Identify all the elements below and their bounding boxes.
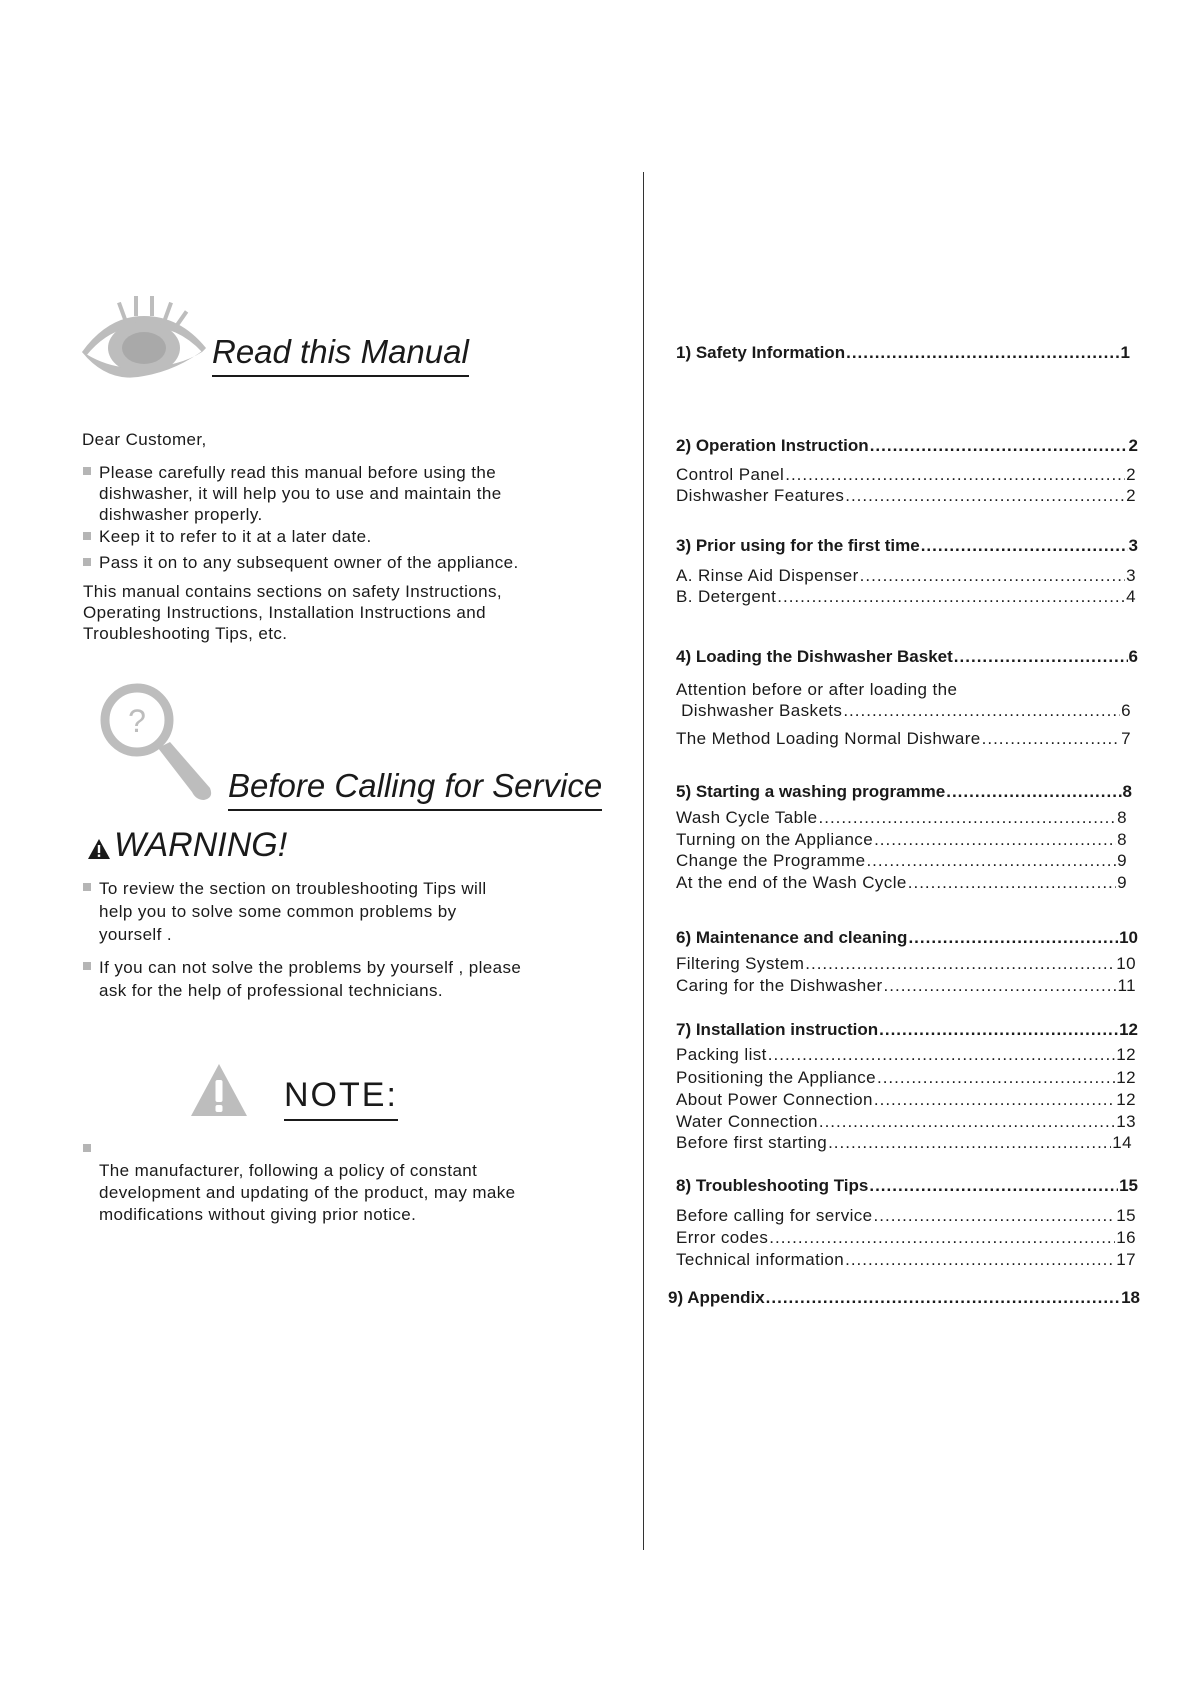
toc-leader [877,1068,1115,1088]
toc-section-title: 8) Troubleshooting Tips [676,1176,869,1195]
toc-page: 3 [1126,566,1136,585]
bullet-marker [83,558,91,566]
bullet-marker [83,1144,91,1152]
toc-item[interactable] [676,701,1131,721]
read-manual-title: Read this Manual [212,333,469,377]
toc-page: 11 [1117,976,1136,995]
eye-icon [78,296,208,378]
toc-item-title: Before calling for service [676,1206,873,1225]
toc-leader [870,436,1128,456]
toc-leader [769,1228,1115,1248]
toc-section-title: 1) Safety Information [676,343,846,362]
toc-section-7[interactable] [676,1020,1138,1040]
toc-item-title: Change the Programme [676,851,866,870]
toc-page: 17 [1116,1250,1136,1269]
toc-item-title: Dishwasher Baskets [676,701,843,720]
bullet-marker [83,962,91,970]
toc-page: 10 [1119,928,1138,947]
note-text: The manufacturer, following a policy of constant development and updating of the product, may make modifications without giving prior notice. [99,1161,516,1224]
toc-item[interactable] [676,1250,1136,1270]
toc-page: 7 [1121,729,1131,748]
toc-item[interactable] [676,954,1136,974]
toc-item-title: Dishwasher Features [676,486,845,505]
toc-page: 12 [1116,1090,1136,1109]
toc-item-title: Control Panel [676,465,785,484]
toc-page: 9 [1117,873,1127,892]
toc-item[interactable] [676,486,1136,506]
svg-text:?: ? [128,703,146,739]
service-bullet-1: To review the section on troubleshooting Tips will help you to solve some common problems by yourself . [99,879,487,944]
toc-leader [860,566,1125,586]
bullet-marker [83,467,91,475]
toc-page: 18 [1121,1288,1140,1307]
toc-item-title: B. Detergent [676,587,777,606]
toc-item[interactable] [676,729,1131,749]
toc-item-title: Filtering System [676,954,805,973]
toc-item-title: Error codes [676,1228,769,1247]
toc-page: 15 [1116,1206,1136,1225]
toc-item[interactable] [676,587,1136,607]
toc-leader [819,1112,1115,1132]
toc-leader [946,782,1121,802]
toc-section-9[interactable] [668,1288,1140,1308]
toc-page: 9 [1117,851,1127,870]
toc-page: 2 [1128,436,1138,455]
toc-leader [805,954,1115,974]
toc-leader [874,1206,1116,1226]
toc-item[interactable] [676,465,1136,485]
toc-page: 15 [1119,1176,1138,1195]
toc-section-title: 2) Operation Instruction [676,436,869,455]
toc-item-title: Wash Cycle Table [676,808,818,827]
toc-leader [869,1176,1118,1196]
toc-item-title[interactable]: Attention before or after loading the [676,680,958,699]
toc-page: 4 [1126,587,1136,606]
caution-triangle-icon [189,1062,249,1118]
toc-item-title: Technical information [676,1250,845,1269]
toc-leader [921,536,1128,556]
toc-item-title: A. Rinse Aid Dispenser [676,566,859,585]
toc-leader [908,928,1118,948]
note-heading: NOTE: [284,1076,398,1121]
toc-page: 3 [1128,536,1138,555]
toc-item-title: Water Connection [676,1112,818,1131]
toc-page: 6 [1121,701,1131,720]
toc-item[interactable] [676,873,1127,893]
toc-item-title: At the end of the Wash Cycle [676,873,907,892]
toc-item[interactable] [676,1112,1136,1132]
toc-leader [845,486,1125,506]
toc-item[interactable] [676,808,1127,828]
toc-section-title: 9) Appendix [668,1288,765,1307]
toc-item[interactable] [676,1206,1136,1226]
toc-section-3[interactable] [676,536,1138,556]
toc-leader [954,647,1128,667]
toc-section-title: 5) Starting a washing programme [676,782,946,801]
toc-item-title: Turning on the Appliance [676,830,874,849]
toc-page: 16 [1116,1228,1136,1247]
toc-item[interactable] [676,566,1136,586]
read-manual-bullet-2: Keep it to refer to it at a later date. [99,527,372,546]
toc-page: 2 [1126,486,1136,505]
toc-item[interactable] [676,1045,1136,1065]
toc-section-5[interactable] [676,782,1132,802]
toc-page: 10 [1116,954,1136,973]
toc-item[interactable] [676,1068,1136,1088]
toc-item[interactable] [676,1133,1132,1153]
read-manual-bullet-3: Pass it on to any subsequent owner of the appliance. [99,553,519,572]
toc-leader [768,1045,1116,1065]
toc-page: 6 [1128,647,1138,666]
toc-page: 8 [1117,830,1127,849]
toc-item-title: Caring for the Dishwasher [676,976,883,995]
toc-leader [846,343,1119,363]
toc-item[interactable] [676,830,1127,850]
toc-item[interactable] [676,1090,1136,1110]
toc-page: 14 [1112,1133,1132,1152]
toc-page: 12 [1116,1068,1136,1087]
toc-page: 8 [1122,782,1132,801]
toc-leader [845,1250,1115,1270]
toc-page: 8 [1117,808,1127,827]
toc-leader [874,1090,1115,1110]
toc-leader [777,587,1125,607]
toc-section-4[interactable] [676,647,1138,667]
toc-leader [843,701,1120,721]
toc-section-1[interactable] [676,343,1130,363]
toc-leader [908,873,1116,893]
manual-summary: This manual contains sections on safety Instructions, Operating Instructions, Installation Instructions and Troubleshooting Tips, etc. [83,582,503,643]
toc-leader [879,1020,1118,1040]
bullet-marker [83,532,91,540]
toc-section-title: 4) Loading the Dishwasher Basket [676,647,953,666]
toc-page: 1 [1120,343,1130,362]
toc-leader [828,1133,1111,1153]
toc-section-2[interactable] [676,436,1138,456]
toc-leader [982,729,1121,749]
toc-section-title: 7) Installation instruction [676,1020,879,1039]
toc-page: 12 [1116,1045,1136,1064]
toc-leader [874,830,1116,850]
toc-page: 13 [1116,1112,1136,1131]
toc-item-title: Before first starting [676,1133,828,1152]
toc-item[interactable] [676,1228,1136,1248]
toc-item-title: Positioning the Appliance [676,1068,876,1087]
bullet-marker [83,883,91,891]
toc-item-title: Packing list [676,1045,767,1064]
toc-leader [884,976,1117,996]
toc-item-title: About Power Connection [676,1090,873,1109]
read-manual-bullet-1: Please carefully read this manual before using the dishwasher, it will help you to use and maintain the dishwasher properly. [99,463,502,524]
toc-section-8[interactable] [676,1176,1138,1196]
greeting: Dear Customer, [82,430,207,449]
service-bullet-2: If you can not solve the problems by yourself , please ask for the help of professional technicians. [99,958,522,1000]
toc-page: 2 [1126,465,1136,484]
toc-item[interactable] [676,851,1127,871]
toc-section-6[interactable] [676,928,1138,948]
toc-item[interactable] [676,976,1136,996]
toc-item-title: The Method Loading Normal Dishware [676,729,981,748]
toc-leader [785,465,1125,485]
magnifier-question-icon [98,680,216,804]
warning-triangle-icon [87,838,111,860]
toc-leader [866,851,1116,871]
toc-leader [766,1288,1120,1308]
toc-section-title: 6) Maintenance and cleaning [676,928,908,947]
toc-section-title: 3) Prior using for the first time [676,536,920,555]
toc-leader [819,808,1117,828]
service-title: Before Calling for Service [228,767,602,811]
warning-heading: WARNING! [114,826,288,864]
toc-page: 12 [1119,1020,1138,1039]
column-divider [643,172,644,1550]
